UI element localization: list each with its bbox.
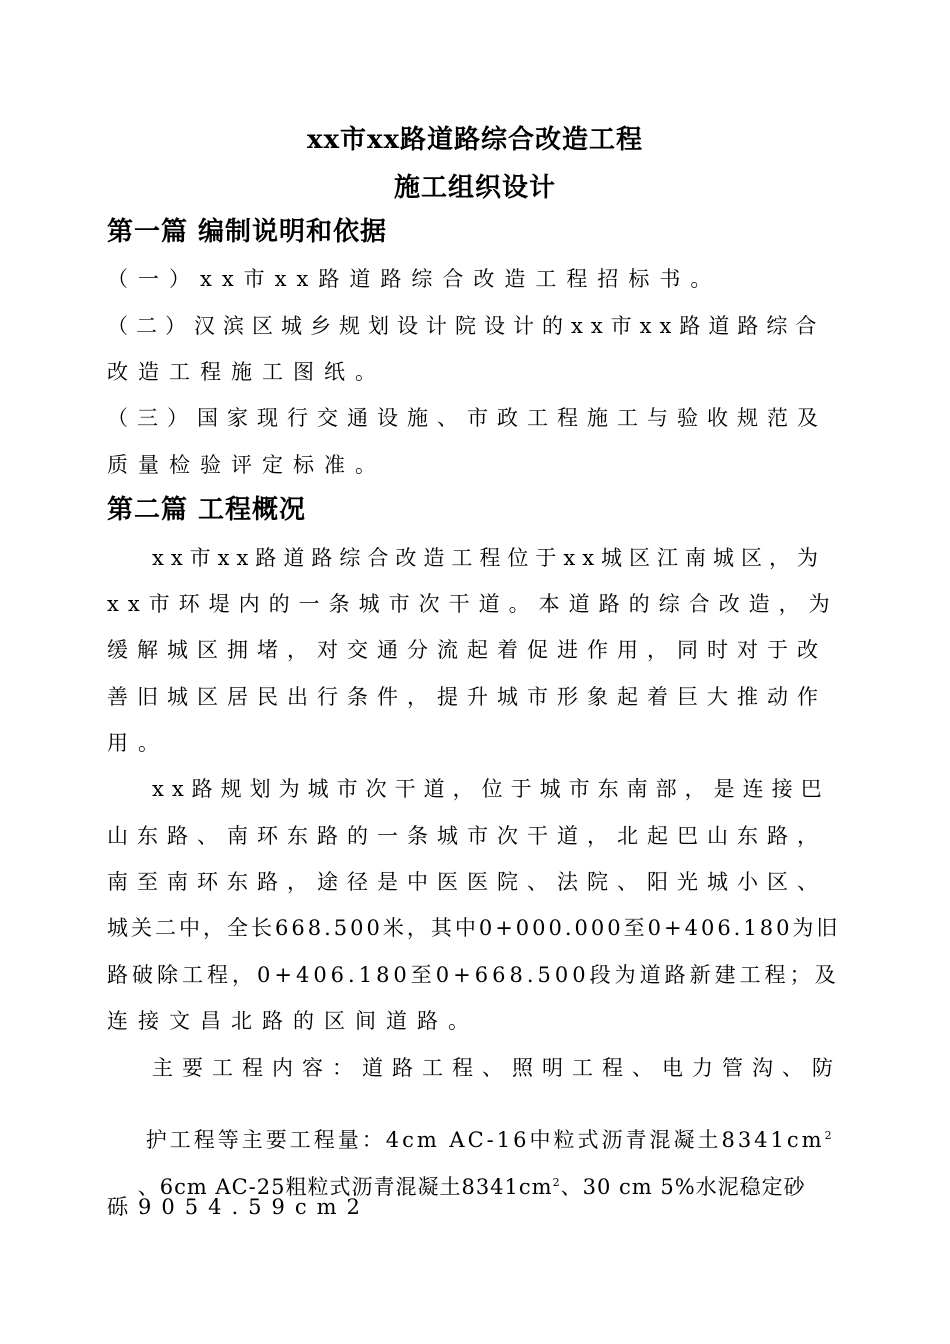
document-title: xx市xx路道路综合改造工程 — [306, 125, 643, 155]
section1-line: （一）xx市xx路道路综合改造工程招标书。 — [107, 267, 722, 291]
quantity-text: 护工程等主要工程量：4cm AC-16中粒式沥青混凝土8341cm — [145, 1128, 825, 1152]
paragraph-line: 用。 — [107, 731, 169, 755]
paragraph-line: xx路规划为城市次干道，位于城市东南部，是连接巴 — [152, 777, 830, 801]
paragraph-line: 南至南环东路，途径是中医医院、法院、阳光城小区、 — [107, 870, 827, 894]
paragraph-line: 山东路、南环东路的一条城市次干道，北起巴山东路， — [107, 824, 827, 848]
paragraph-line: 缓解城区拥堵，对交通分流起着促进作用，同时对于改 — [107, 638, 827, 662]
paragraph-line: 善旧城区居民出行条件，提升城市形象起着巨大推动作 — [107, 685, 827, 709]
document-subtitle: 施工组织设计 — [393, 173, 556, 203]
section-heading-2: 第二篇 工程概况 — [107, 495, 307, 525]
paragraph-line: 连接文昌北路的区间道路。 — [107, 1009, 479, 1033]
section1-line: （三）国家现行交通设施、市政工程施工与验收规范及 — [107, 406, 827, 430]
superscript: 2 — [824, 1129, 835, 1142]
paragraph-line: xx市环堤内的一条城市次干道。本道路的综合改造，为 — [107, 592, 839, 616]
quantity-text: 、6cm AC-25粗粒式沥青混凝土8341cm — [137, 1175, 553, 1199]
section1-line: 改造工程施工图纸。 — [107, 360, 386, 384]
quantity-text: 、30 cm 5%水泥稳定砂 — [560, 1175, 806, 1199]
paragraph-line: 城关二中，全长668.500米，其中0+000.000至0+406.180为旧 — [107, 916, 841, 940]
section1-line: （二）汉滨区城乡规划设计院设计的xx市xx路道路综合 — [107, 314, 825, 338]
superscript: 2 — [552, 1176, 561, 1189]
paragraph-line: 主要工程内容：道路工程、照明工程、电力管沟、防 — [152, 1056, 842, 1080]
paragraph-line: 路破除工程，0+406.180至0+668.500段为道路新建工程；及 — [107, 963, 840, 987]
paragraph-line: 砾9054.59cm2 — [107, 1195, 370, 1219]
paragraph-line: xx市xx路道路综合改造工程位于xx城区江南城区，为 — [152, 546, 826, 570]
section-heading-1: 第一篇 编制说明和依据 — [107, 217, 388, 247]
section1-line: 质量检验评定标准。 — [107, 453, 386, 477]
